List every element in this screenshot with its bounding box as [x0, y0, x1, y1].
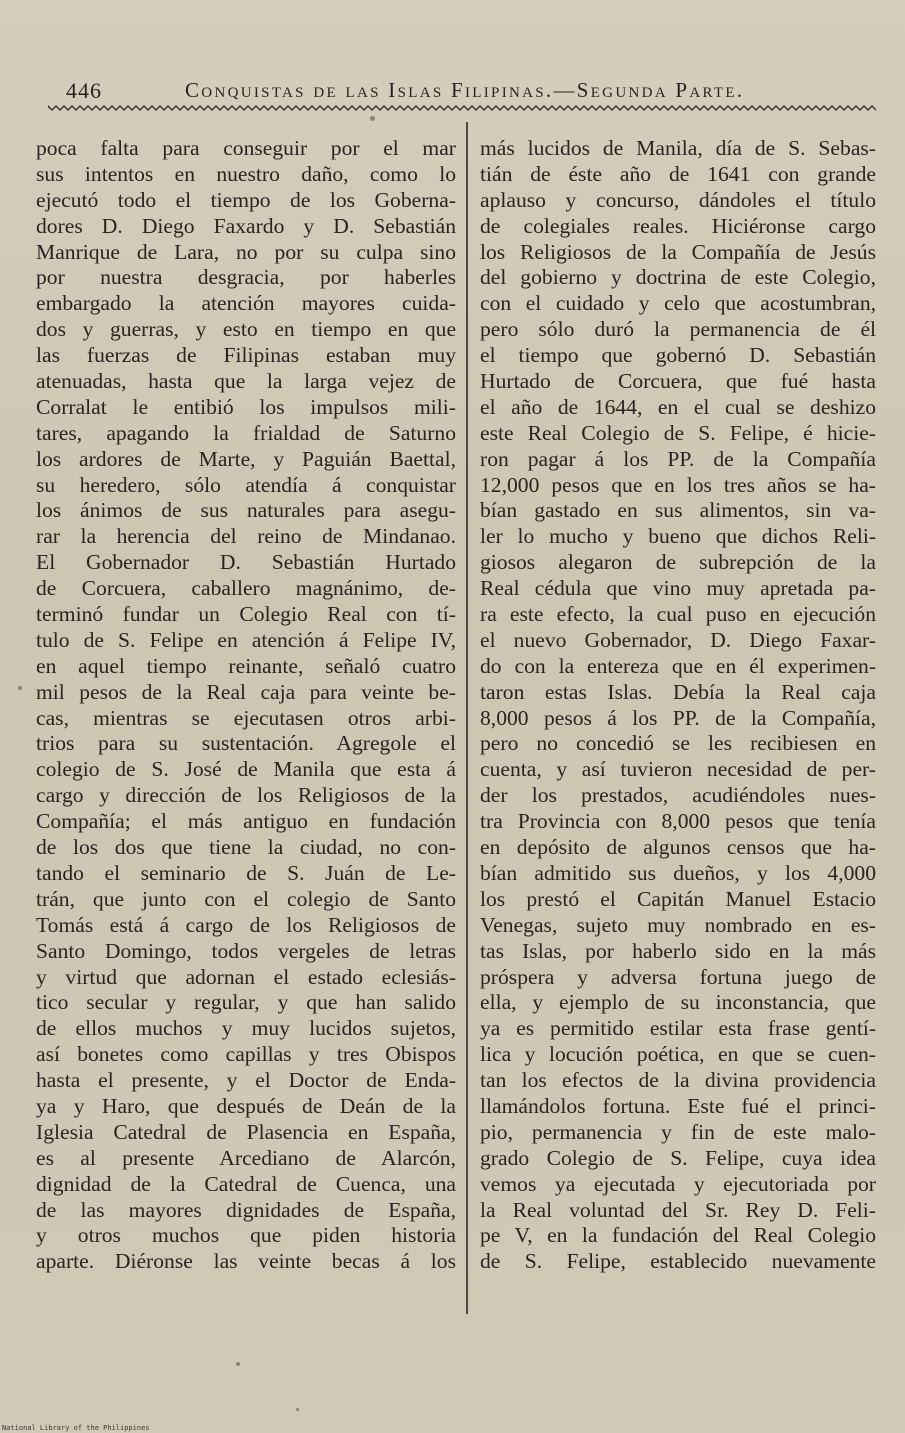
text-line: Corralat le entibió los impulsos mili-: [36, 394, 456, 419]
text-line: pio, permanencia y fin de este malo-: [480, 1119, 876, 1144]
text-line: el año de 1644, en el cual se deshizo: [480, 394, 876, 419]
text-line: embargado la atención mayores cuida-: [36, 291, 457, 316]
text-line: ron pagar á los PP. de la Compañía: [480, 446, 876, 471]
text-line: Manrique de Lara, no por su culpa sino: [36, 239, 456, 264]
text-line: pero sólo duró la permanencia de él: [480, 317, 877, 342]
text-line: Real cédula que vino muy apretada pa-: [480, 576, 876, 601]
text-line: El Gobernador D. Sebastián Hurtado: [36, 550, 456, 575]
text-line: 12,000 pesos que en los tres años se ha-: [480, 472, 876, 497]
text-line: de los dos que tiene la ciudad, no con-: [36, 835, 457, 860]
library-credit: National Library of the Philippines: [2, 1424, 150, 1432]
text-line: los prestó el Capitán Manuel Estacio: [480, 886, 876, 911]
text-line: su heredero, sólo atendía á conquistar: [36, 472, 456, 497]
text-line: llamándolos fortuna. Este fué el princi-: [480, 1093, 876, 1118]
text-line: tando el seminario de S. Juán de Le-: [36, 860, 456, 885]
left-column: [36, 136, 456, 1275]
text-line: Santo Domingo, todos vergeles de letras: [36, 938, 456, 963]
text-line: los ardores de Marte, y Paguián Baettal,: [36, 446, 456, 471]
text-line: tan los efectos de la divina providencia: [480, 1068, 877, 1093]
header-wavy-rule: [48, 103, 878, 113]
text-line: der los prestados, acudiéndoles nues-: [480, 783, 876, 808]
text-line: de las mayores dignidades de España,: [36, 1197, 457, 1222]
text-line: aparte. Diéronse las veinte becas á los: [36, 1249, 457, 1274]
text-line: poca falta para conseguir por el mar: [36, 136, 456, 160]
text-line: trán, que junto con el colegio de Santo: [36, 886, 456, 911]
text-line: tra Provincia con 8,000 pesos que tenía: [480, 809, 876, 834]
text-line: ya y Haro, que después de Deán de la: [36, 1093, 456, 1118]
text-line: ler lo mucho y bueno que dichos Reli-: [480, 524, 877, 549]
text-line: vemos ya ejecutada y ejecutoriada por: [480, 1171, 876, 1196]
ink-speck: [370, 116, 375, 121]
text-line: trios para su sustentación. Agregole el: [36, 731, 456, 756]
text-line: de Corcuera, caballero magnánimo, de-: [36, 576, 456, 601]
text-line: por nuestra desgracia, por haberles: [36, 265, 456, 290]
text-line: ella, y ejemplo de su inconstancia, que: [480, 990, 876, 1015]
text-line: la Real voluntad del Sr. Rey D. Feli-: [480, 1197, 876, 1222]
text-line: el nuevo Gobernador, D. Diego Faxar-: [480, 627, 876, 652]
text-line: y otros muchos que piden historia: [36, 1223, 456, 1248]
column-divider: [466, 122, 468, 1314]
text-line: ra este efecto, la cual puso en ejecución: [480, 602, 876, 627]
text-line: colegio de S. José de Manila que esta á: [36, 757, 457, 782]
text-line: cargo y dirección de los Religiosos de la: [36, 783, 456, 808]
text-line: bían gastado en sus alimentos, sin va-: [480, 498, 876, 523]
text-line: Venegas, sujeto muy nombrado en es-: [480, 912, 876, 937]
text-line: taron estas Islas. Debía la Real caja: [480, 679, 877, 704]
text-line: cas, mientras se ejecutasen otros arbi-: [36, 705, 456, 730]
text-line: grado Colegio de S. Felipe, cuya idea: [480, 1145, 877, 1170]
text-line: hasta el presente, y el Doctor de Enda-: [36, 1068, 457, 1093]
text-line: tares, apagando la frialdad de Saturno: [36, 420, 456, 445]
text-line: tico secular y regular, y que han salido: [36, 990, 457, 1015]
text-line: dignidad de la Catedral de Cuenca, una: [36, 1171, 457, 1196]
text-line: las fuerzas de Filipinas estaban muy: [36, 343, 456, 368]
running-title: Conquistas de las Islas Filipinas.—Segunda Parte.: [185, 78, 745, 102]
ink-speck: [236, 1362, 240, 1366]
text-line: Hurtado de Corcuera, que fué hasta: [480, 369, 876, 394]
text-line: tián de éste año de 1641 con grande: [480, 161, 877, 186]
text-line: y virtud que adornan el estado eclesiás-: [36, 964, 457, 989]
text-line: de ellos muchos y muy lucidos sujetos,: [36, 1016, 456, 1041]
text-line: próspera y adversa fortuna juego de: [480, 964, 876, 989]
text-line: dos y guerras, y esto en tiempo en que: [36, 317, 457, 342]
text-line: atenuadas, hasta que la larga vejez de: [36, 369, 457, 394]
text-line: terminó fundar un Colegio Real con tí-: [36, 602, 457, 627]
text-line: del gobierno y doctrina de este Colegio,: [480, 265, 876, 290]
text-line: bían admitido sus dueños, y los 4,000: [480, 860, 877, 885]
text-line: do con la entereza que en él experimen-: [480, 653, 877, 678]
text-line: ya es permitido estilar esta frase gentí-: [480, 1016, 877, 1041]
text-line: este Real Colegio de S. Felipe, é hicie-: [480, 420, 876, 445]
text-line: Compañía; el más antiguo en fundación: [36, 809, 457, 834]
text-line: rar la herencia del reino de Mindanao.: [36, 524, 456, 549]
text-line: es al presente Arcediano de Alarcón,: [36, 1145, 456, 1170]
text-line: cuenta, y así tuvieron necesidad de per-: [480, 757, 876, 782]
text-line: de S. Felipe, establecido nuevamente: [480, 1249, 877, 1274]
text-line: lica y locución poética, en que se cuen-: [480, 1042, 876, 1067]
text-line: los ánimos de sus naturales para asegu-: [36, 498, 456, 523]
text-line: mil pesos de la Real caja para veinte be-: [36, 679, 456, 704]
right-column: [480, 136, 876, 1275]
text-line: los Religiosos de la Compañía de Jesús: [480, 239, 876, 264]
text-line: ejecutó todo el tiempo de los Goberna-: [36, 187, 456, 212]
text-line: tulo de S. Felipe en atención á Felipe IV,: [36, 627, 456, 652]
text-line: sus intentos en nuestro daño, como lo: [36, 161, 456, 186]
text-line: aplauso y concurso, dándoles el título: [480, 187, 876, 212]
text-line: tas Islas, por haberlo sido en la más: [480, 938, 877, 963]
text-line: 8,000 pesos á los PP. de la Compañía,: [480, 705, 877, 730]
text-line: Tomás está á cargo de los Religiosos de: [36, 912, 456, 937]
text-line: dores D. Diego Faxardo y D. Sebastián: [36, 213, 457, 238]
text-line: pero no concedió se les recibiesen en: [480, 731, 877, 756]
text-line: de colegiales reales. Hiciéronse cargo: [480, 213, 876, 238]
text-line: en depósito de algunos censos que ha-: [480, 835, 877, 860]
text-line: más lucidos de Manila, día de S. Sebas-: [480, 136, 876, 160]
text-line: pe V, en la fundación del Real Colegio: [480, 1223, 876, 1248]
text-line: el tiempo que gobernó D. Sebastián: [480, 343, 876, 368]
text-line: giosos alegaron de subrepción de la: [480, 550, 877, 575]
text-line: con el cuidado y celo que acostumbran,: [480, 291, 877, 316]
text-line: así bonetes como capillas y tres Obispos: [36, 1042, 457, 1067]
text-line: en aquel tiempo reinante, señaló cuatro: [36, 653, 457, 678]
text-line: Iglesia Catedral de Plasencia en España,: [36, 1119, 457, 1144]
ink-speck: [296, 1408, 299, 1411]
page-number: 446: [66, 78, 102, 103]
ink-speck: [18, 686, 22, 690]
